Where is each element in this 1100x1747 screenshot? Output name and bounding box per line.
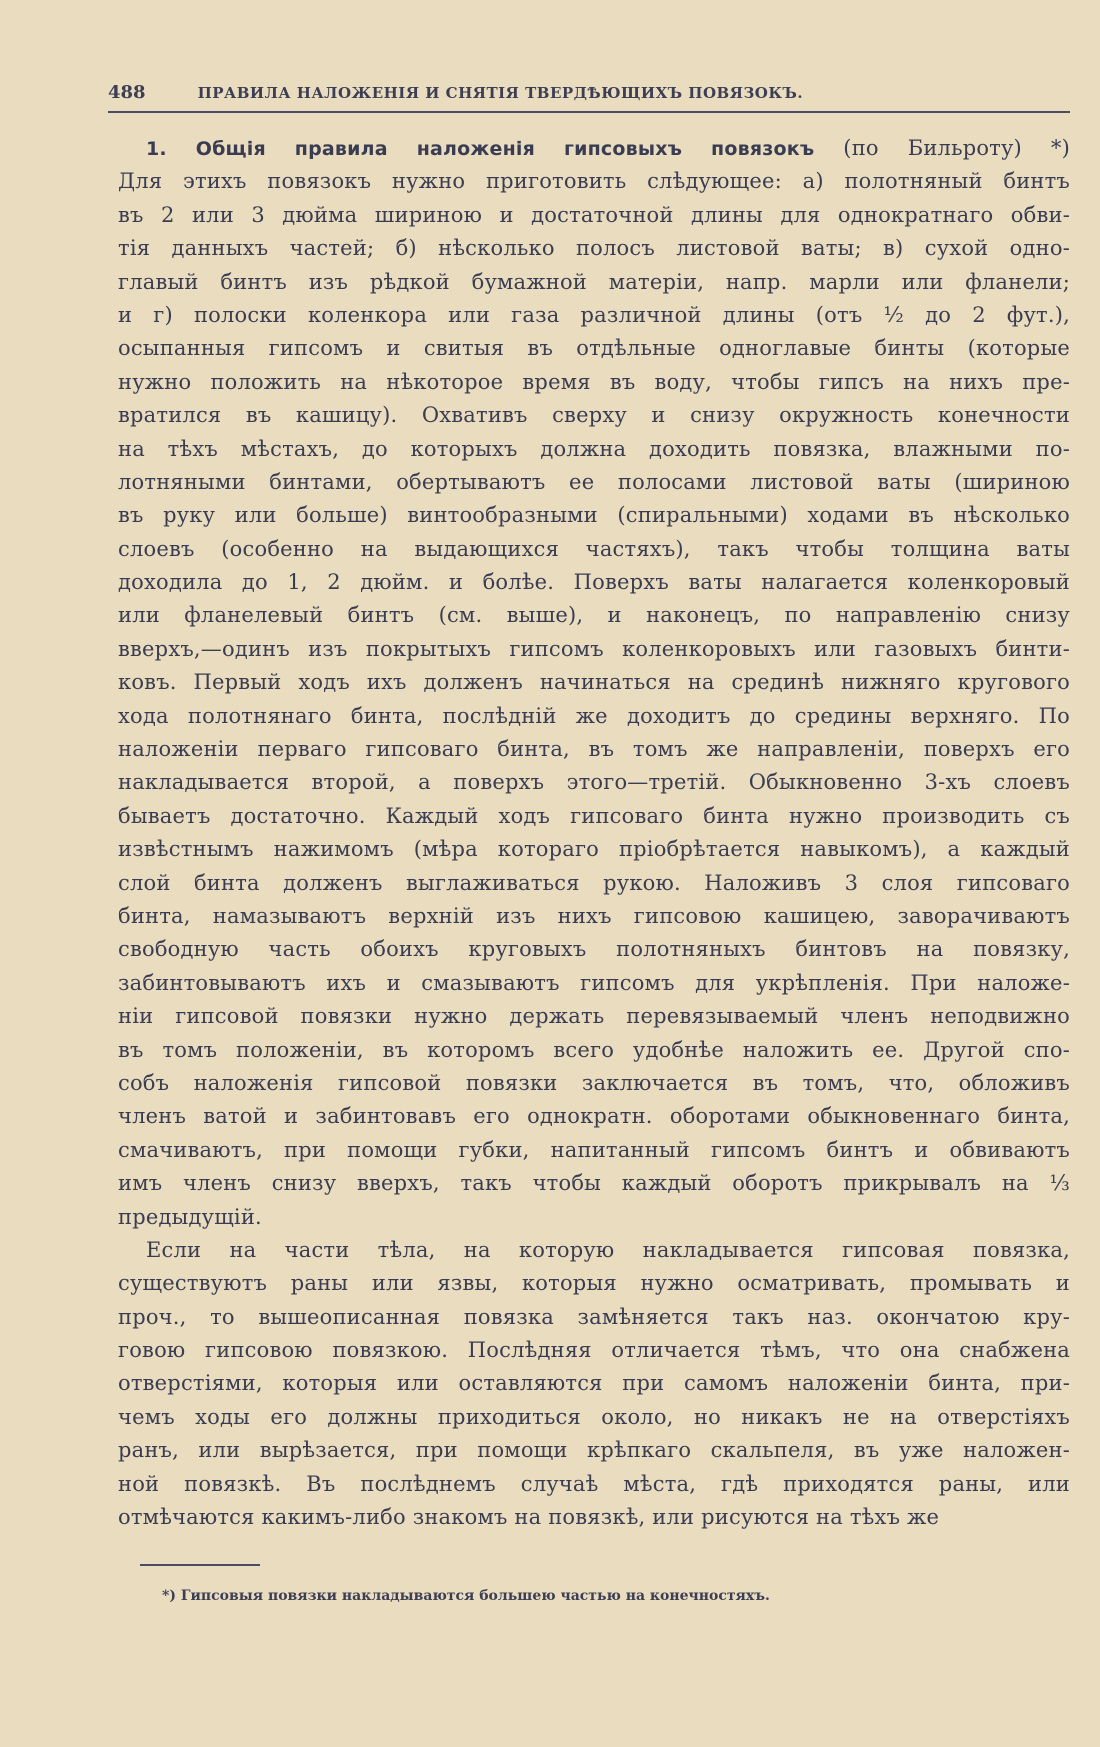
footnote: *) Гипсовыя повязки накладываются большею частью на конечностяхъ.	[162, 1588, 770, 1604]
text-line: наложеніи перваго гипсоваго бинта, въ томъ же направленіи, поверхъ его	[118, 737, 1070, 762]
text-line: предыдущій.	[118, 1204, 262, 1229]
text-line: въ 2 или 3 дюйма шириною и достаточной длины для однократнаго обви-	[118, 202, 1070, 227]
text-line: доходила до 1, 2 дюйм. и болѣе. Поверхъ ваты налагается коленкоровый	[118, 570, 1070, 595]
text-line: говою гипсовою повязкою. Послѣдняя отличается тѣмъ, что она снабжена	[118, 1338, 1070, 1363]
text-line: лотняными бинтами, обертываютъ ее полосами листовой ваты (шириною	[118, 469, 1070, 494]
text-line: хода полотнянаго бинта, послѣдній же доходитъ до средины верхняго. По	[118, 703, 1070, 728]
text-line: ковъ. Первый ходъ ихъ долженъ начинаться на срединѣ нижняго кругового	[118, 670, 1070, 695]
text-line: накладывается второй, а поверхъ этого—третій. Обыкновенно 3-хъ слоевъ	[118, 770, 1070, 795]
text-line: проч., то вышеописанная повязка замѣняется такъ наз. окончатою кру-	[118, 1304, 1070, 1329]
text-line: слой бинта долженъ выглаживаться рукою. Наложивъ 3 слоя гипсоваго	[118, 870, 1070, 895]
text-line: членъ ватой и забинтовавъ его однократн. оборотами обыкновеннаго бинта,	[118, 1104, 1070, 1129]
text-line: бываетъ достаточно. Каждый ходъ гипсоваго бинта нужно производить съ	[118, 803, 1070, 828]
text-line: свободную часть обоихъ круговыхъ полотняныхъ бинтовъ на повязку,	[118, 937, 1070, 962]
text-line: нужно положить на нѣкоторое время въ воду, чтобы гипсъ на нихъ пре-	[118, 369, 1070, 394]
text-line: ніи гипсовой повязки нужно держать перевязываемый членъ неподвижно	[118, 1004, 1070, 1029]
text-line: извѣстнымъ нажимомъ (мѣра котораго пріобрѣтается навыкомъ), а каждый	[118, 837, 1070, 862]
page-header	[108, 82, 1070, 103]
text-line: главый бинтъ изъ рѣдкой бумажной матеріи, напр. марли или фланели;	[118, 269, 1070, 294]
text-line: въ томъ положеніи, въ которомъ всего удобнѣе наложить ее. Другой спо-	[118, 1037, 1070, 1062]
text-line: бинта, намазываютъ верхній изъ нихъ гипсовою кашицею, заворачиваютъ	[118, 903, 1070, 928]
running-title: ПРАВИЛА НАЛОЖЕНІЯ И СНЯТІЯ ТВЕРДѢЮЩИХЪ ПОВЯЗОКЪ.	[197, 84, 804, 102]
header-rule	[108, 111, 1070, 113]
paragraph-2	[118, 1234, 1070, 1535]
text-line: и г) полоски коленкора или газа различной длины (отъ ½ до 2 фут.),	[118, 302, 1070, 327]
text-line: имъ членъ снизу вверхъ, такъ чтобы каждый оборотъ прикрывалъ на ⅓	[118, 1171, 1070, 1196]
text-line: или фланелевый бинтъ (см. выше), и наконецъ, по направленію снизу	[118, 603, 1070, 628]
text-line: Если на части тѣла, на которую накладывается гипсовая повязка,	[146, 1237, 1070, 1262]
text-line: отверстіями, которыя или оставляются при самомъ наложеніи бинта, при-	[118, 1371, 1070, 1396]
text-line: отмѣчаются какимъ-либо знакомъ на повязкѣ, или рисуются на тѣхъ же	[118, 1505, 940, 1530]
heading-line	[118, 132, 1070, 165]
text-line: ной повязкѣ. Въ послѣднемъ случаѣ мѣста, гдѣ приходятся раны, или	[118, 1471, 1070, 1496]
text-line: смачиваютъ, при помощи губки, напитанный гипсомъ бинтъ и обвиваютъ	[118, 1137, 1070, 1162]
text-line: слоевъ (особенно на выдающихся частяхъ), такъ чтобы толщина ваты	[118, 536, 1070, 561]
text-line: Для этихъ повязокъ нужно приготовить слѣдующее: а) полотняный бинтъ	[118, 169, 1070, 194]
text-line: въ руку или больше) винтообразными (спиральными) ходами въ нѣсколько	[118, 503, 1070, 528]
footnote-rule	[140, 1564, 260, 1566]
text-line: забинтовываютъ ихъ и смазываютъ гипсомъ для укрѣпленія. При наложе-	[118, 970, 1070, 995]
heading-rest: (по Бильроту) *)	[814, 136, 1071, 160]
section-heading: 1. Общія правила наложенія гипсовыхъ повязокъ	[146, 138, 815, 160]
paragraph-1	[118, 165, 1070, 1234]
text-line: на тѣхъ мѣстахъ, до которыхъ должна доходить повязка, влажными по-	[118, 436, 1070, 461]
text-line: существуютъ раны или язвы, которыя нужно осматривать, промывать и	[118, 1271, 1070, 1296]
body-text	[118, 132, 1070, 1534]
text-line: тія данныхъ частей; б) нѣсколько полосъ листовой ваты; в) сухой одно-	[118, 236, 1070, 261]
page-number: 488	[108, 82, 146, 103]
text-line: ранъ, или вырѣзается, при помощи крѣпкаго скальпеля, въ уже наложен-	[118, 1438, 1070, 1463]
text-line: вверхъ,—одинъ изъ покрытыхъ гипсомъ коленкоровыхъ или газовыхъ бинти-	[118, 636, 1070, 661]
text-line: вратился въ кашицу). Охвативъ сверху и снизу окружность конечности	[118, 403, 1070, 428]
text-line: чемъ ходы его должны приходиться около, но никакъ не на отверстіяхъ	[118, 1404, 1070, 1429]
text-line: собъ наложенія гипсовой повязки заключается въ томъ, что, обложивъ	[118, 1070, 1070, 1095]
text-line: осыпанныя гипсомъ и свитыя въ отдѣльные одноглавые бинты (которые	[118, 336, 1070, 361]
